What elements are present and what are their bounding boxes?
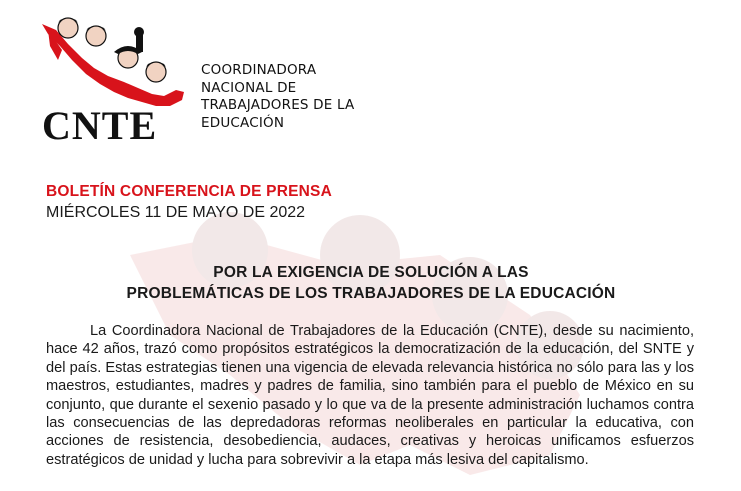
bulletin-date: MIÉRCOLES 11 DE MAYO DE 2022	[46, 204, 306, 221]
headline	[46, 262, 696, 304]
org-name-line: EDUCACIÓN	[201, 114, 285, 131]
logo-acronym: CNTE	[42, 103, 158, 148]
body-paragraph: La Coordinadora Nacional de Trabajadores de la Educación (CNTE), desde su nacimiento, hace 42 años, trazó como propósitos estratégicos la democratización de la educación, del SNTE y del país. Estas estrategias tienen una vigencia de elevada relevancia histórica no sólo para las y los maestros, estudiantes, madres y padres de familia, sino también para el pueblo de México en su conjunto, que durante el sexenio pasado y lo que va de la presente administración luchamos contra las consecuencias de las depredadoras reformas neoliberales en particular la educativa, con acciones de resistencia, desobediencia, audaces, creativas y heroicas unificamos esfuerzos estratégicos de unidad y lucha para sobrevivir a la etapa más lesiva del capitalismo.	[46, 323, 694, 468]
org-name-line: TRABAJADORES DE LA	[201, 97, 355, 113]
org-name-line: NACIONAL DE	[201, 79, 297, 96]
organization-name	[201, 62, 354, 132]
headline-line: PROBLEMÁTICAS DE LOS TRABAJADORES DE LA EDUCACIÓN	[126, 285, 616, 302]
bulletin-title: BOLETÍN CONFERENCIA DE PRENSA	[46, 183, 332, 200]
cnte-logo	[38, 10, 188, 148]
headline-line: POR LA EXIGENCIA DE SOLUCIÓN A LAS	[213, 264, 529, 281]
org-name-line: COORDINADORA	[201, 62, 317, 78]
